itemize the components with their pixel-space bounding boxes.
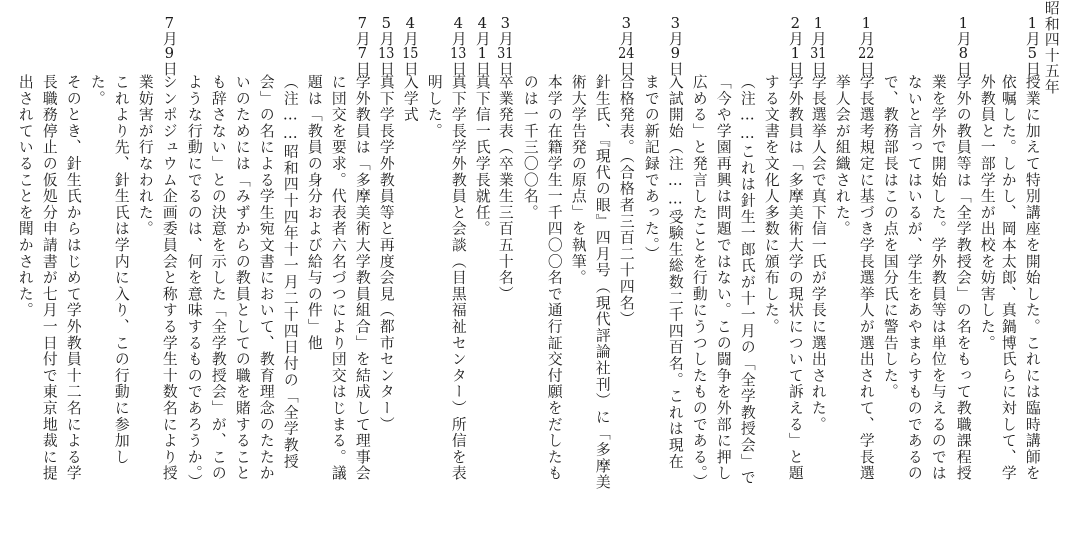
day: 1 xyxy=(477,46,487,61)
text-column: 業を学外で開始した。学外教員等は単位を与えるのでは xyxy=(929,74,947,482)
date-entry: 4月15日 xyxy=(401,16,419,77)
text-column: 卒業発表（卒業生三百五十名） xyxy=(496,74,514,303)
era-heading: 昭和四十五年 xyxy=(1042,0,1060,95)
month: 3 xyxy=(621,16,631,31)
day: 22 xyxy=(858,46,875,61)
text-column: する文書を文化人多数に頒布した。 xyxy=(762,74,780,335)
date-entry: 4月1日 xyxy=(473,16,491,77)
day: 9 xyxy=(164,46,174,61)
text-column: 題は「教員の身分および給与の件」他 xyxy=(305,74,323,352)
date-entry: 1月22日 xyxy=(857,16,875,77)
text-column: 学外の教員等は「全学教授会」の名をもって教職課程授 xyxy=(954,74,972,482)
text-column: そのとき、針生氏からはじめて学外教員十二名による学 xyxy=(64,74,82,482)
text-column: までの新記録であった。） xyxy=(642,74,660,263)
text-column: 学長選考規定に基づき学長選挙人が選出されて、学長選 xyxy=(857,74,875,482)
text-column: 依嘱した。しかし、岡本太郎、真鍋博氏らに対して、学 xyxy=(999,74,1017,482)
month: 3 xyxy=(670,16,680,31)
text-column: 合格発表。（合格者三百二十四名） xyxy=(617,74,635,328)
date-entry: 5月13日 xyxy=(377,16,395,77)
text-column: 本学の在籍学生一千四〇〇名で通行証交付願をだしたも xyxy=(545,74,563,482)
date-entry: 2月1日 xyxy=(786,16,804,77)
month: 1 xyxy=(1027,16,1037,31)
text-column: 学長選挙人会で真下信一氏が学長に選出された。 xyxy=(809,74,827,433)
text-column: 業妨害が行なわれた。 xyxy=(136,74,154,237)
day: 31 xyxy=(497,46,514,61)
text-column: 真下信一氏学長就任。 xyxy=(473,74,491,237)
text-column: 学外教員は「多摩美術大学教員組合」を結成して理事会 xyxy=(353,74,371,482)
text-column: 学外教員は「多摩美術大学の現状について訴える」と題 xyxy=(786,74,804,482)
text-column: 広める」と発言したことを行動にうつしたものである。） xyxy=(690,74,708,491)
date-entry: 7月7日 xyxy=(353,16,371,77)
text-column: いのためには「みずからの教員としての職を賭すること xyxy=(233,74,251,482)
text-column: も辞さない」との決意を示した「全学教授会」が、この xyxy=(209,74,227,482)
text-column: 出されていることを聞かされた。 xyxy=(16,74,34,319)
day: 5 xyxy=(1027,46,1037,61)
text-column: 真下学長学外教員等と再度会見（都市センター） xyxy=(377,74,395,433)
text-column: のは一千三〇〇名。 xyxy=(521,74,539,221)
date-entry: 1月31日 xyxy=(809,16,827,77)
day: 31 xyxy=(810,46,827,61)
text-column: 真下学長学外教員と会談（目黒福祉センター）所信を表 xyxy=(449,74,467,482)
month: 4 xyxy=(405,16,415,31)
day: 13 xyxy=(450,46,467,61)
text-column: 入試開始（注……受験生総数二千四百名。これは現在 xyxy=(666,74,684,470)
date-entry: 3月9日 xyxy=(666,16,684,77)
month: 4 xyxy=(453,16,463,31)
text-column: 入学式 xyxy=(401,74,419,123)
day: 13 xyxy=(378,46,395,61)
month: 7 xyxy=(164,16,174,31)
text-column: 外教員と一部学生が出校を妨害した。 xyxy=(978,74,996,352)
text-column: シンポジュウム企画委員会と称する学生十数名により授 xyxy=(160,74,178,482)
text-column: 術大学告発の原点」を執筆。 xyxy=(569,74,587,286)
date-entry: 3月24日 xyxy=(617,16,635,77)
text-column: （注……これは針生一郎氏が十一月の「全学教授会」で xyxy=(738,74,756,486)
text-column: ないと言ってはいるが、学生をあやまらすものであるの xyxy=(905,74,923,482)
date-entry: 1月8日 xyxy=(954,16,972,77)
day: 8 xyxy=(958,46,968,61)
text-column: これより先、針生氏は学内に入り、この行動に参加し xyxy=(112,74,130,466)
month: 3 xyxy=(500,16,510,31)
text-column: 長職務停止の仮処分申請書が七月一日付で東京地裁に提 xyxy=(40,74,58,482)
text-column: ような行動にでるのは、何を意味するものであろうか。） xyxy=(185,74,203,491)
text-column: 挙人会が組織された。 xyxy=(833,74,851,237)
text-column: 明した。 xyxy=(425,74,443,140)
date-entry: 1月5日 xyxy=(1023,16,1041,77)
month: 5 xyxy=(381,16,391,31)
date-entry: 3月31日 xyxy=(496,16,514,77)
day: 1 xyxy=(790,46,800,61)
text-column: た。 xyxy=(88,74,106,107)
day: 9 xyxy=(670,46,680,61)
day: 15 xyxy=(402,46,419,61)
month: 1 xyxy=(861,16,871,31)
text-column: で、教務部長はこの点を国分氏に警告した。 xyxy=(881,74,899,400)
text-column: 会」の名による学生宛文書において、教育理念のたたか xyxy=(257,74,275,482)
date-entry: 4月13日 xyxy=(449,16,467,77)
text-column: 針生氏、『現代の眼』四月号（現代評論社刊）に「多摩美 xyxy=(593,74,611,491)
text-column: 授業に加えて特別講座を開始した。これには臨時講師を xyxy=(1023,74,1041,482)
text-column: に団交を要求。代表者六名づつにより団交はじまる。議 xyxy=(329,74,347,482)
month: 4 xyxy=(477,16,487,31)
text-column: （注……昭和四十四年十一月二十四日付の「全学教授 xyxy=(281,74,299,470)
month: 1 xyxy=(958,16,968,31)
month: 1 xyxy=(813,16,823,31)
day: 24 xyxy=(618,46,635,61)
month: 2 xyxy=(790,16,800,31)
month: 7 xyxy=(357,16,367,31)
date-entry: 7月9日 xyxy=(160,16,178,77)
day: 7 xyxy=(357,46,367,61)
text-column: 「今や学園再興は問題ではない。この闘争を外部に押し xyxy=(714,74,732,482)
